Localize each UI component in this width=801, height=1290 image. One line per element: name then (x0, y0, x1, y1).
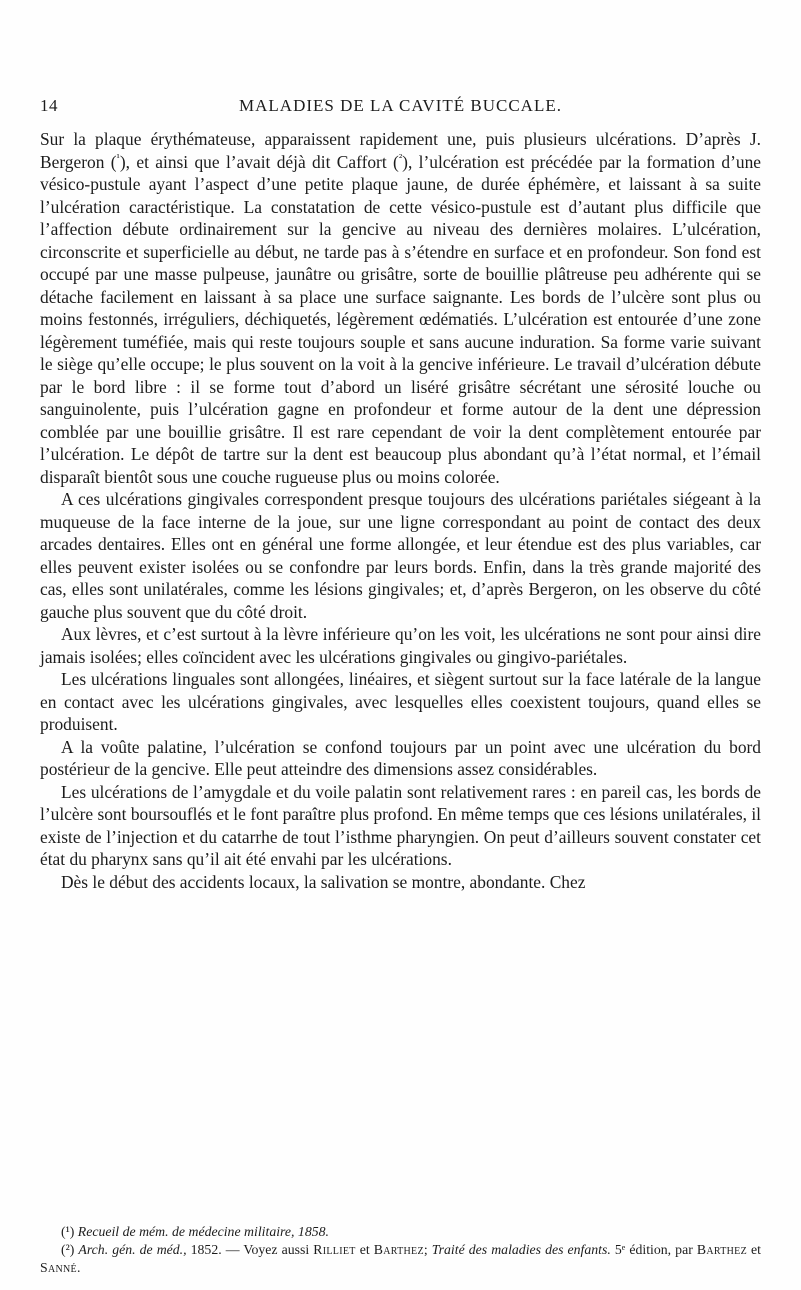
paragraph: A ces ulcérations gingivales correspondent presque toujours des ulcérations pariétales siégeant à la muqueuse de la face interne de la joue, sur une ligne correspondant au point de contact des deux arcades dentaires. Elles ont en général une forme allongée, et leur étendue est des plus variables, car elles peuvent exister isolées ou se confondre par leurs bords. Enfin, dans la très grande majorité des cas, elles sont unilatérales, comme les lésions gingivales; et, d’après Bergeron, on les observe du côté gauche plus souvent que du côté droit. (40, 489, 761, 622)
book-title: Traité des maladies des enfants. (431, 1242, 611, 1257)
paragraph: Les ulcérations linguales sont allongées, linéaires, et siègent surtout sur la face latérale de la langue en contact avec les ulcérations gingivales, avec lesquelles elles coexistent toujours, quand elles se produisent. (40, 669, 761, 734)
footnote-marker: (¹) (61, 1224, 75, 1239)
author-name: Rilliet (313, 1242, 356, 1257)
running-head (40, 96, 761, 120)
paragraph: Aux lèvres, et c’est surtout à la lèvre inférieure qu’on les voit, les ulcérations ne sont pour ainsi dire jamais isolées; elles coïncident avec les ulcérations gingivales ou gingivo-pariétales. (40, 624, 761, 667)
running-title: MALADIES DE LA CAVITÉ BUCCALE. (239, 96, 562, 115)
footnotes (40, 1223, 761, 1277)
footnote-ref[interactable]: ² (398, 151, 403, 164)
paragraph: Dès le début des accidents locaux, la salivation se montre, abondante. Chez (61, 871, 586, 892)
paragraph: Les ulcérations de l’amygdale et du voile palatin sont relativement rares : en pareil cas, les bords de l’ulcère sont boursouflés et le font paraître plus profond. En même temps que ces lésions unilatérales, il existe de l’injection et du catarrhe de tout l’isthme pharyngien. On peut d’ailleurs souvent constater cet état du pharynx sans qu’il ait été envahi par les ulcérations. (40, 781, 761, 869)
author-name: Sanné (40, 1260, 77, 1275)
paragraph: A la voûte palatine, l’ulcération se confond toujours par un point avec une ulcération du bord postérieur de la gencive. Elle peut atteindre des dimensions assez considérables. (40, 736, 761, 779)
footnote-text: 5ᵉ édition, par (610, 1242, 697, 1257)
body-text (40, 128, 761, 893)
footnote-text: et (355, 1242, 374, 1257)
footnote-marker: (²) (61, 1242, 75, 1257)
footnote-ref[interactable]: ¹ (116, 151, 120, 164)
author-name: Barthez (373, 1242, 424, 1257)
paragraph-text: Sur la plaque érythémateuse, apparaissent rapidement une, puis plusieurs ulcérations. D’après J. Bergeron ( (40, 129, 761, 172)
footnote-text: . (76, 1260, 81, 1275)
footnote-text: 1852. — Voyez aussi (186, 1242, 314, 1257)
footnote-text: ; (423, 1242, 432, 1257)
page-number: 14 (40, 96, 58, 115)
paragraph (40, 128, 761, 488)
footnote-text: et (747, 1242, 762, 1257)
paragraph-text: ), et ainsi que l’avait déjà dit Caffort ( (119, 151, 399, 172)
paragraph-text: ), l’ulcération est précédée par la formation d’une vésico-pustule ayant l’aspect d’une petite plaque jaune, de durée éphémère, et laissant à sa suite l’ulcération caractéristique. La constatation de cette vésico-pustule est d’autant plus difficile que l’affection débute ordinairement sur la gencive au niveau des dernières molaires. L’ulcération, circonscrite et superficielle au début, ne tarde pas à s’étendre en surface et en profondeur. Son fond est occupé par une masse pulpeuse, jaunâtre ou grisâtre, sorte de bouillie plâtreuse peu adhérente qui se détache facilement en laissant à sa place une surface saignante. Les bords de l’ulcère sont plus ou moins festonnés, irréguliers, déchiquetés, légèrement œdématiés. L’ulcération est entourée d’une zone légèrement tuméfiée, mais qui reste toujours souple et sans aucune induration. Sa forme varie suivant le siège qu’elle occupe; le plus souvent on la voit à la gencive inférieure. Le travail d’ulcération débute par le bord libre : il se forme tout d’abord un liséré grisâtre sécrétant une sérosité louche ou sanguinolente, puis l’ulcération gagne en profondeur et forme autour de la dent une dépression comblée par une bouillie grisâtre. Il est rare cependant de voir la dent complètement entourée par l’ulcération. Le dépôt de tartre sur la dent est beaucoup plus abondant qu’à l’état normal, et l’émail disparaît bientôt sous une couche rugueuse plus ou moins colorée. (40, 151, 761, 487)
footnote (40, 1223, 761, 1241)
footnote-text: Recueil de mém. de médecine militaire, 1858. (77, 1224, 329, 1239)
footnote (40, 1241, 761, 1277)
author-name: Barthez (696, 1242, 747, 1257)
footnote-source: Arch. gén. de méd., (78, 1242, 187, 1257)
